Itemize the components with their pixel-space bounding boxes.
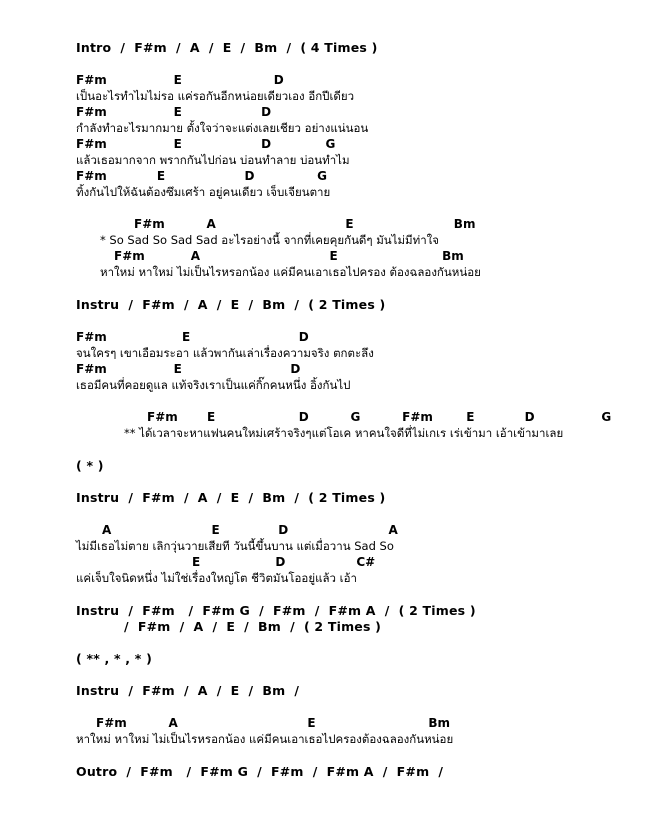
verse3-lyric-2: แค่เจ็บใจนิดหนึ่ง ไม่ใช่เรื่องใหญ่โต ชีวิตมันโออยู่แล้ว เอ้า xyxy=(76,571,357,585)
bridge-lyric: ** ได้เวลาจะหาแฟนคนใหม่เศร้าจริงๆแต่โอเค หาคนใจดีที่ไม่เกเร เร่เข้ามา เอ้าเข้ามาเลย xyxy=(124,426,564,440)
verse2-lyric-1: จนใครๆ เขาเอือมระอา แล้วพากันเล่าเรื่องความจริง ตกตะลึง xyxy=(76,346,374,360)
verse1-lyric-4: ทิ้งกันไปให้ฉันต้องซึมเศร้า อยู่คนเดียว เจ็บเจียนตาย xyxy=(76,185,331,199)
verse1-chords-1: F#m E D xyxy=(76,73,284,87)
verse2-lyric-2: เธอมีคนที่คอยดูแล แท้จริงเราเป็นแค่กิ๊กคนหนึ่ง อิ้งกันไป xyxy=(76,378,351,392)
intro-line: Intro / F#m / A / E / Bm / ( 4 Times ) xyxy=(76,40,378,55)
instru-line-2: Instru / F#m / A / E / Bm / ( 2 Times ) xyxy=(76,490,386,505)
final-chorus-chords: F#m A E Bm xyxy=(96,716,450,730)
verse3-lyric-1: ไม่มีเธอไม่ตาย เลิกวุ่นวายเสียที วันนี้ขึ้นบาน แต่เมื่อวาน Sad So xyxy=(76,539,394,553)
verse1-chords-2: F#m E D xyxy=(76,105,272,119)
chorus-lyric-1: * So Sad So Sad Sad อะไรอย่างนี้ จากที่เคยคุยกันดีๆ มันไม่มีท่าใจ xyxy=(100,233,440,247)
verse2-chords-2: F#m E D xyxy=(76,362,301,376)
instru-line-1: Instru / F#m / A / E / Bm / ( 2 Times ) xyxy=(76,297,386,312)
verse1-chords-4: F#m E D G xyxy=(76,169,327,183)
verse1-lyric-2: กำลังทำอะไรมากมาย ตั้งใจว่าจะแต่งเลยเชียว อย่างแน่นอน xyxy=(76,121,369,135)
chorus-chords-1: F#m A E Bm xyxy=(134,217,476,231)
instru-line-4: Instru / F#m / A / E / Bm / xyxy=(76,683,300,698)
outro-line: Outro / F#m / F#m G / F#m / F#m A / F#m / xyxy=(76,764,444,779)
verse1-chords-3: F#m E D G xyxy=(76,137,336,151)
verse1-lyric-1: เป็นอะไรทำไมไม่รอ แค่รอกันอีกหน่อยเดียวเอง อีกปีเดียว xyxy=(76,89,355,103)
verse2-chords-1: F#m E D xyxy=(76,330,309,344)
chorus-lyric-2: หาใหม่ หาใหม่ ไม่เป็นไรหรอกน้อง แค่มีคนเอาเธอไปครอง ต้องฉลองกันหน่อย xyxy=(100,265,481,279)
instru-line-3a: Instru / F#m / F#m G / F#m / F#m A / ( 2 Times ) xyxy=(76,603,476,618)
bridge-chords: F#m E D G F#m E D G xyxy=(147,410,612,424)
chorus-ref-1: ( * ) xyxy=(76,458,104,473)
chorus-ref-2: ( ** , * , * ) xyxy=(76,651,152,666)
verse1-lyric-3: แล้วเธอมากจาก พรากกันไปก่อน บ่อนทำลาย บ่อนทำไม xyxy=(76,153,350,167)
verse3-chords-2: E D C# xyxy=(192,555,376,569)
final-chorus-lyric: หาใหม่ หาใหม่ ไม่เป็นไรหรอกน้อง แค่มีคนเอาเธอไปครองต้องฉลองกันหน่อย xyxy=(76,732,454,746)
instru-line-3b: / F#m / A / E / Bm / ( 2 Times ) xyxy=(124,619,382,634)
verse3-chords-1: A E D A xyxy=(102,523,398,537)
chorus-chords-2: F#m A E Bm xyxy=(114,249,464,263)
